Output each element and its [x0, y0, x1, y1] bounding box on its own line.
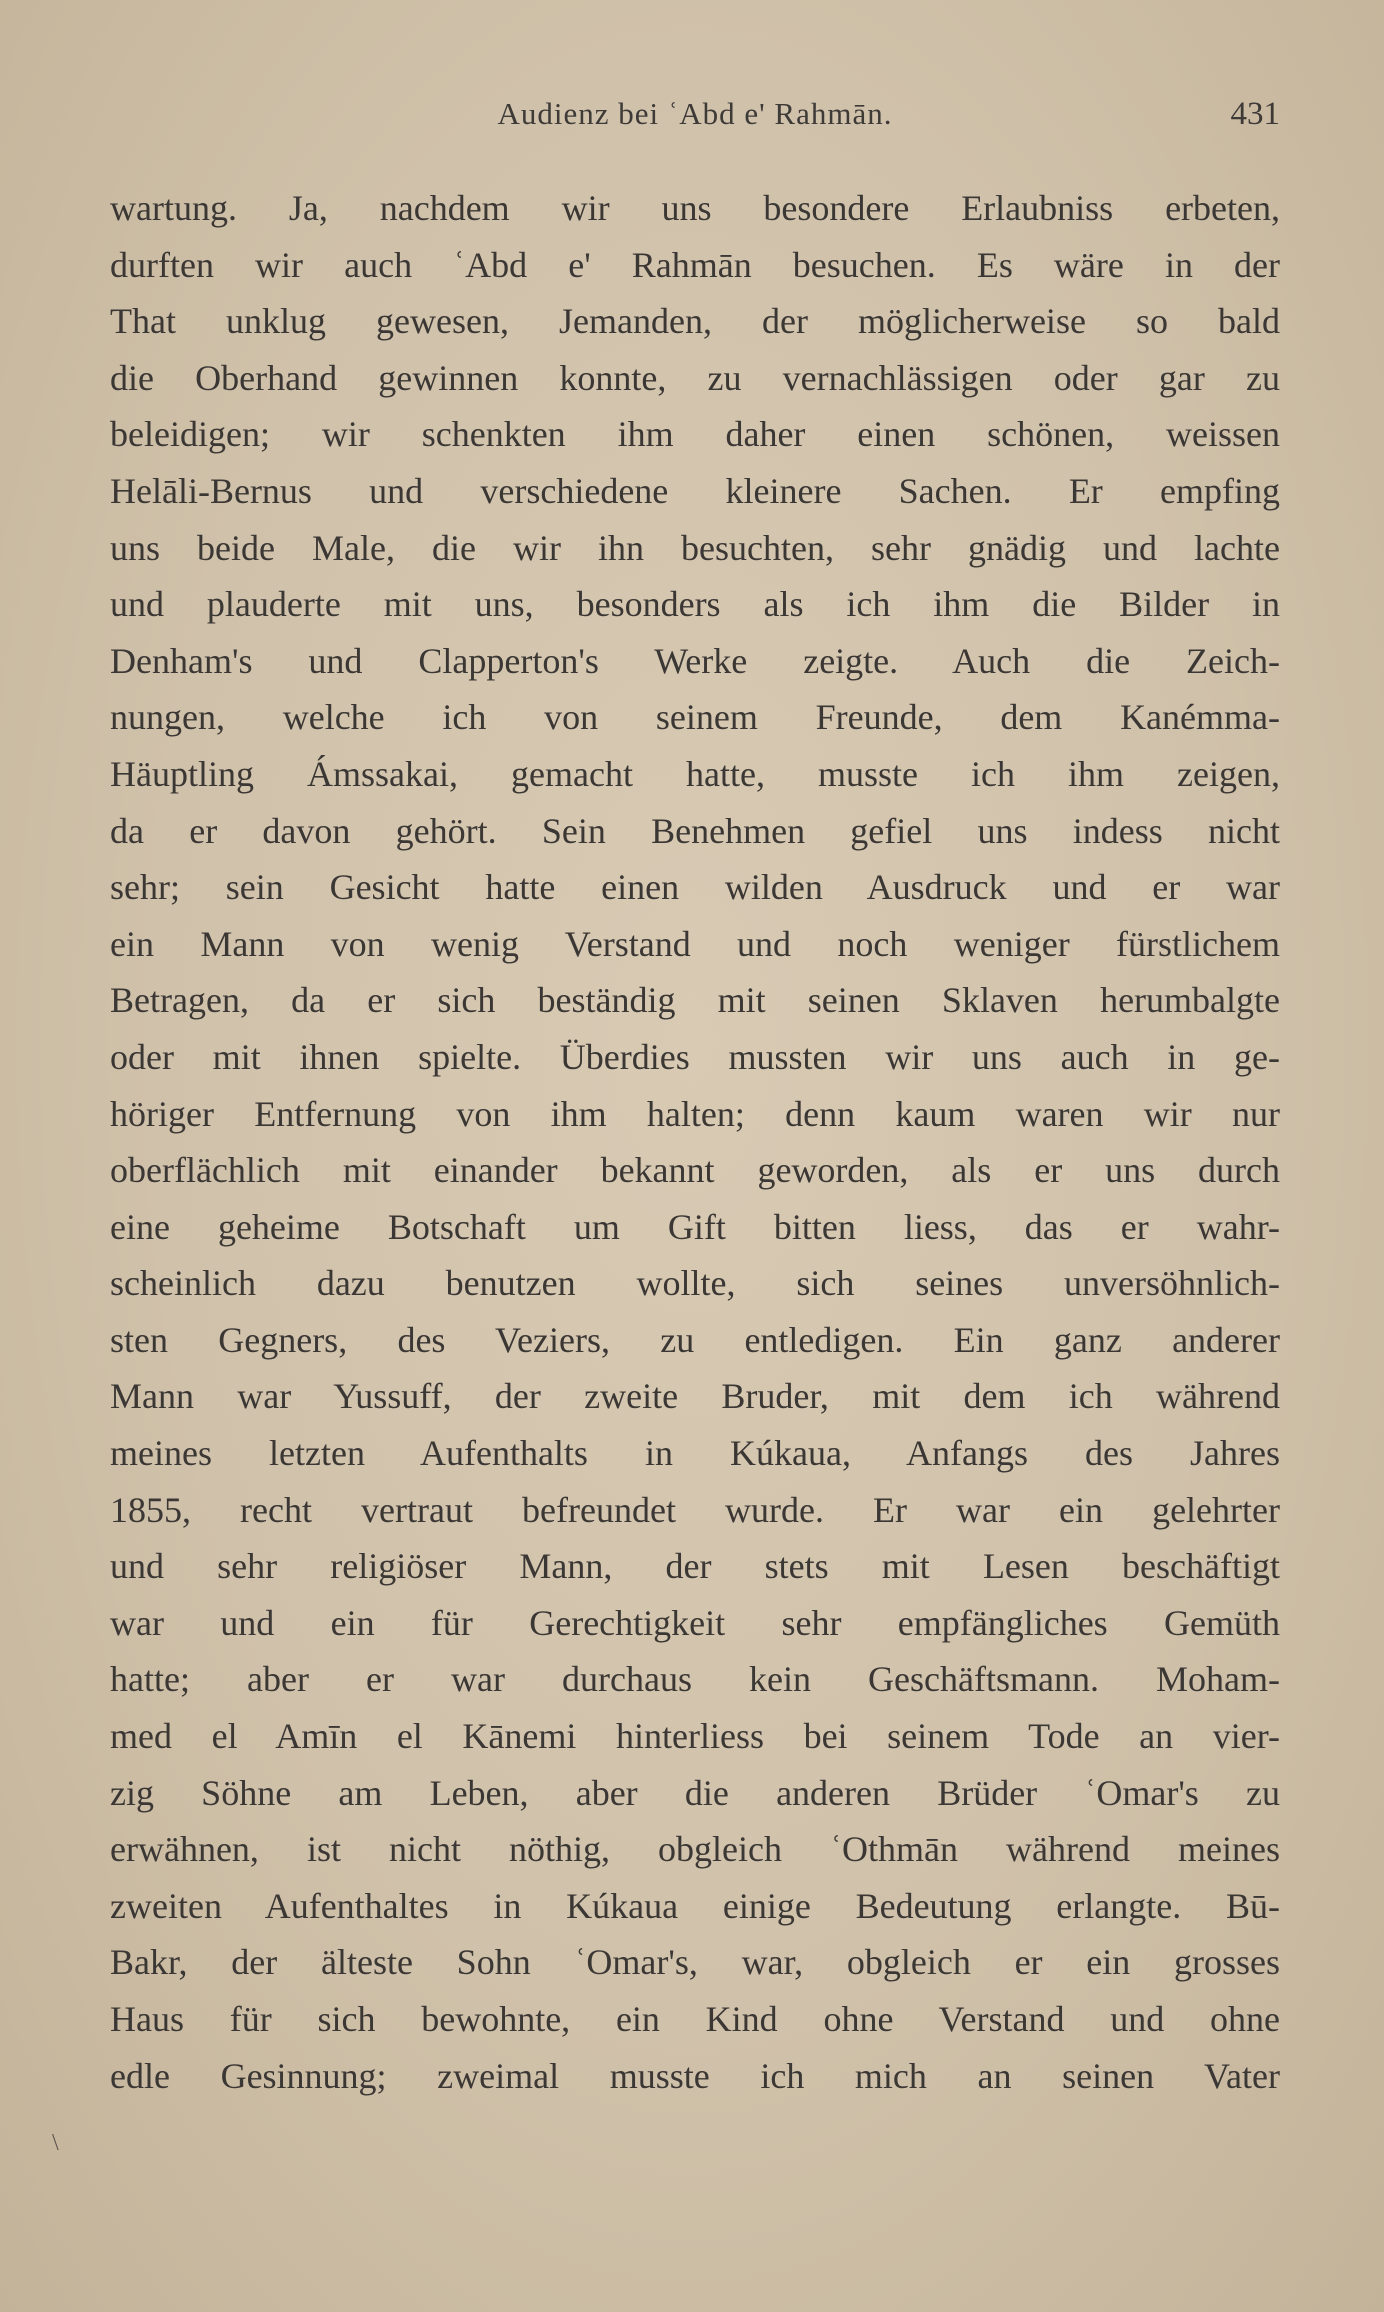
- text-line: uns beide Male, die wir ihn besuchten, sehr gnädig und lachte: [110, 527, 1280, 568]
- text-line: eine geheime Botschaft um Gift bitten liess, das er wahr-: [110, 1206, 1280, 1247]
- text-line: und plauderte mit uns, besonders als ich ihm die Bilder in: [110, 584, 1280, 625]
- text-line: beleidigen; wir schenkten ihm daher einen schönen, weissen: [110, 414, 1280, 455]
- text-line: war und ein für Gerechtigkeit sehr empfängliches Gemüth: [110, 1602, 1280, 1643]
- text-line: Bakr, der älteste Sohn ʿOmar's, war, obgleich er ein grosses: [110, 1942, 1280, 1983]
- body-text: [110, 180, 1280, 2104]
- text-line: sehr; sein Gesicht hatte einen wilden Ausdruck und er war: [110, 867, 1280, 908]
- running-title: Audienz bei ʿAbd e' Rahmān.: [497, 96, 893, 131]
- text-line: Haus für sich bewohnte, ein Kind ohne Verstand und ohne: [110, 1999, 1280, 2039]
- text-line: ein Mann von wenig Verstand und noch weniger fürstlichem: [110, 923, 1280, 964]
- text-line: sten Gegners, des Veziers, zu entledigen. Ein ganz anderer: [110, 1319, 1280, 1360]
- text-line: und sehr religiöser Mann, der stets mit Lesen beschäftigt: [110, 1546, 1280, 1587]
- text-line: med el Amīn el Kānemi hinterliess bei seinem Tode an vier-: [110, 1716, 1280, 1757]
- stray-mark: \: [52, 2130, 59, 2156]
- text-line: erwähnen, ist nicht nöthig, obgleich ʿOthmān während meines: [110, 1829, 1280, 1870]
- text-line: zweiten Aufenthaltes in Kúkaua einige Bedeutung erlangte. Bū-: [110, 1885, 1280, 1926]
- text-line: Helāli-Bernus und verschiedene kleinere Sachen. Er empfing: [110, 470, 1280, 511]
- text-line: hatte; aber er war durchaus kein Geschäftsmann. Moham-: [110, 1659, 1280, 1700]
- text-line: da er davon gehört. Sein Benehmen gefiel uns indess nicht: [110, 810, 1280, 851]
- text-line: That unklug gewesen, Jemanden, der möglicherweise so bald: [110, 301, 1280, 342]
- page-number: 431: [1230, 96, 1280, 132]
- text-line: meines letzten Aufenthalts in Kúkaua, Anfangs des Jahres: [110, 1433, 1280, 1474]
- text-line: wartung. Ja, nachdem wir uns besondere Erlaubniss erbeten,: [110, 188, 1280, 228]
- text-line: Häuptling Ámssakai, gemacht hatte, musste ich ihm zeigen,: [110, 753, 1280, 794]
- text-line: nungen, welche ich von seinem Freunde, dem Kanémma-: [110, 697, 1280, 738]
- text-line: Denham's und Clapperton's Werke zeigte. Auch die Zeich-: [110, 640, 1280, 681]
- text-line: Betragen, da er sich beständig mit seinen Sklaven herumbalgte: [110, 980, 1280, 1021]
- text-line: 1855, recht vertraut befreundet wurde. Er war ein gelehrter: [110, 1489, 1280, 1530]
- text-line: zig Söhne am Leben, aber die anderen Brüder ʿOmar's zu: [110, 1772, 1280, 1813]
- text-line: oder mit ihnen spielte. Überdies mussten wir uns auch in ge-: [110, 1036, 1280, 1077]
- page-header: [110, 96, 1280, 144]
- text-line: durften wir auch ʿAbd e' Rahmān besuchen. Es wäre in der: [110, 244, 1280, 285]
- text-line: Mann war Yussuff, der zweite Bruder, mit dem ich während: [110, 1376, 1280, 1417]
- text-line: oberflächlich mit einander bekannt geworden, als er uns durch: [110, 1150, 1280, 1191]
- text-line: edle Gesinnung; zweimal musste ich mich an seinen Vater: [110, 2055, 1280, 2096]
- text-line: die Oberhand gewinnen konnte, zu vernachlässigen oder gar zu: [110, 357, 1280, 398]
- text-line: scheinlich dazu benutzen wollte, sich seines unversöhnlich-: [110, 1263, 1280, 1304]
- text-line: höriger Entfernung von ihm halten; denn kaum waren wir nur: [110, 1093, 1280, 1134]
